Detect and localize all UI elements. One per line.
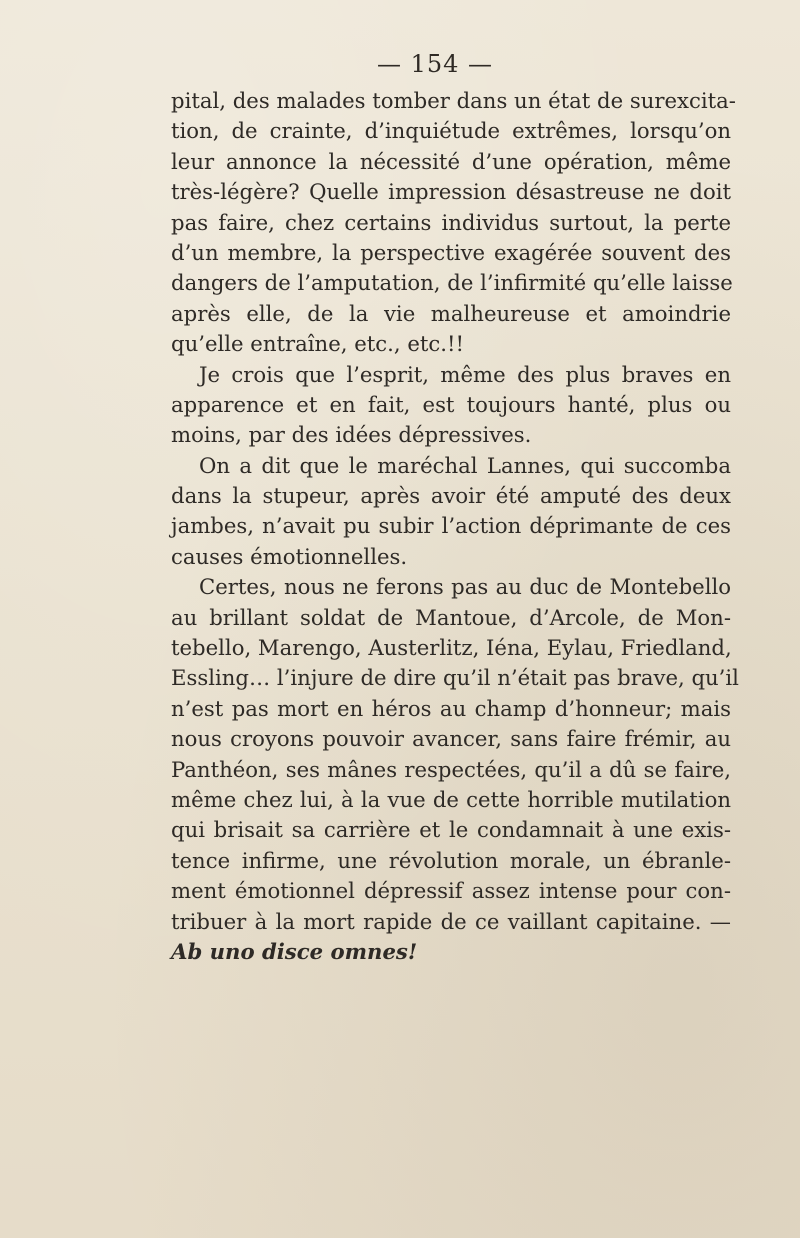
text-line: pital, des malades tomber dans un état de surexcita- <box>171 88 736 113</box>
text-line: dans la stupeur, après avoir été amputé des deux <box>171 483 731 509</box>
closing-quote-line: Ab uno disce omnes! <box>171 938 418 964</box>
body-text <box>171 86 739 967</box>
text-line: pas faire, chez certains individus surtout, la perte <box>171 209 731 235</box>
text-line: tence infirme, une révolution morale, un ébranle- <box>171 847 731 873</box>
text-line: causes émotionnelles. <box>171 543 408 569</box>
text-line: apparence et en fait, est toujours hanté, plus ou <box>171 391 731 417</box>
text-line: n’est pas mort en héros au champ d’honneur; mais <box>171 695 731 721</box>
text-line: tribuer à la mort rapide de ce vaillant capitaine. — <box>171 908 731 934</box>
text-line: dangers de l’amputation, de l’infirmité qu’elle laisse <box>171 270 733 296</box>
text-line: Panthéon, ses mânes respectées, qu’il a dû se faire, <box>171 756 731 782</box>
text-line: nous croyons pouvoir avancer, sans faire frémir, au <box>171 726 731 752</box>
text-line: moins, par des idées dépressives. <box>171 422 532 448</box>
text-line: après elle, de la vie malheureuse et amoindrie <box>171 300 731 326</box>
text-line: Essling… l’injure de dire qu’il n’était pas brave, qu’il <box>171 665 739 691</box>
text-line: qu’elle entraîne, etc., etc.!! <box>171 331 465 357</box>
text-line: tion, de crainte, d’inquiétude extrêmes, lorsqu’on <box>171 118 731 144</box>
text-line: Je crois que l’esprit, même des plus braves en <box>199 361 731 387</box>
text-line: même chez lui, à la vue de cette horrible mutilation <box>171 786 731 812</box>
page-number: — 154 — <box>376 50 494 78</box>
text-line: Certes, nous ne ferons pas au duc de Montebello <box>199 574 731 600</box>
text-line: au brillant soldat de Mantoue, d’Arcole, de Mon- <box>171 604 731 630</box>
text-line: leur annonce la nécessité d’une opération, même <box>171 148 731 174</box>
text-line: d’un membre, la perspective exagérée souvent des <box>171 239 731 265</box>
text-line: ment émotionnel dépressif assez intense pour con- <box>171 878 731 904</box>
text-line: On a dit que le maréchal Lannes, qui succomba <box>199 452 731 478</box>
text-line: jambes, n’avait pu subir l’action déprimante de ces <box>171 513 731 539</box>
text-line: tebello, Marengo, Austerlitz, Iéna, Eylau, Friedland, <box>171 635 732 661</box>
text-line: qui brisait sa carrière et le condamnait à une exis- <box>171 817 731 843</box>
text-line: très-légère? Quelle impression désastreuse ne doit <box>171 179 731 205</box>
